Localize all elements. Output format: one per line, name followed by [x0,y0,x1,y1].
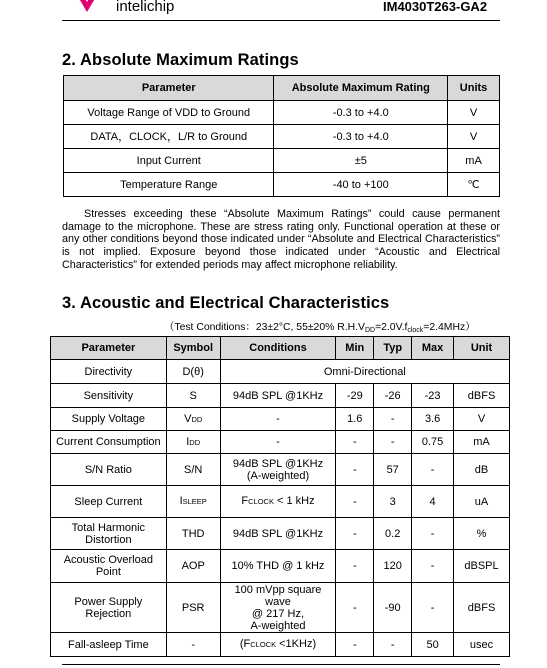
page-header [0,0,547,18]
table-row: Supply Voltage VDD - 1.6 - 3.6 V [51,408,510,431]
table-row [64,173,500,197]
column-header: Min [336,337,374,360]
table-row: S/N Ratio S/N 94dB SPL @1KHz (A-weighted) - 57 - dB [51,454,510,486]
section-title-acoustic-electrical: 3. Acoustic and Electrical Characteristics [62,294,390,312]
table-row [64,149,500,173]
table-row: Directivity D(θ) Omni-Directional [51,360,510,384]
column-header: Absolute Maximum Rating [274,76,448,101]
table-row [64,101,500,125]
table-row: Power Supply Rejection PSR 100 mVpp square wave @ 217 Hz, A-weighted - -90 - dBFS [51,583,510,633]
cell: -0.3 to +4.0 [274,125,448,149]
cell: DATA，CLOCK，L/R to Ground [64,125,274,149]
cell: Voltage Range of VDD to Ground [64,101,274,125]
header-rule [62,20,500,21]
table-row: Current Consumption IDD - - - 0.75 mA [51,431,510,454]
cell: -0.3 to +4.0 [274,101,448,125]
cell: V [448,125,500,149]
table-header-row [64,76,500,101]
column-header: Unit [454,337,510,360]
acoustic-electrical-table [50,336,510,657]
cell: V [448,101,500,125]
table-row: Sensitivity S 94dB SPL @1KHz -29 -26 -23 dBFS [51,384,510,408]
column-header: Max [412,337,454,360]
column-header: Symbol [166,337,220,360]
table-row: Sleep Current ISLEEP FCLOCK < 1 kHz - 3 4 uA [51,486,510,518]
cell: Input Current [64,149,274,173]
column-header: Units [448,76,500,101]
brand-name: intelichip [116,0,175,15]
section-title-absolute-max: 2. Absolute Maximum Ratings [62,51,299,69]
test-conditions: （Test Conditions：23±2°C, 55±20% $R.H.V_{DD}=2.0V.f_{clock}=2.4MHz$） [164,322,476,334]
cell: -40 to +100 [274,173,448,197]
logo-icon [72,0,102,14]
cell: mA [448,149,500,173]
absolute-max-table [63,75,500,197]
table-row: Fall-asleep Time - (FCLOCK <1KHz) - - 50 usec [51,633,510,657]
table-row: Acoustic Overload Point AOP 10% THD @ 1 kHz - 120 - dBSPL [51,550,510,583]
table-header-row [51,337,510,360]
stress-note-text: Stresses exceeding these “Absolute Maximum Ratings” could cause permanent damage to the microphone. These are stress rating only. Functional operation at these or any other conditions beyond those indicated under “Absolute and Electrical Characteristics” is not implied. Exposure beyond those indicated under “Acoustic and Electrical Characteristics” for extended periods may affect microphone reliability. [62,208,500,271]
table-row: Total Harmonic Distortion THD 94dB SPL @1KHz - 0.2 - % [51,518,510,550]
column-header: Parameter [51,337,167,360]
footer-rule [62,664,500,665]
cell: Temperature Range [64,173,274,197]
stress-note [62,208,500,272]
table-row [64,125,500,149]
column-header: Conditions [220,337,336,360]
document-id: IM4030T263-GA2 [383,0,488,14]
column-header: Typ [374,337,412,360]
column-header: Parameter [64,76,274,101]
cell: ±5 [274,149,448,173]
cell: ℃ [448,173,500,197]
